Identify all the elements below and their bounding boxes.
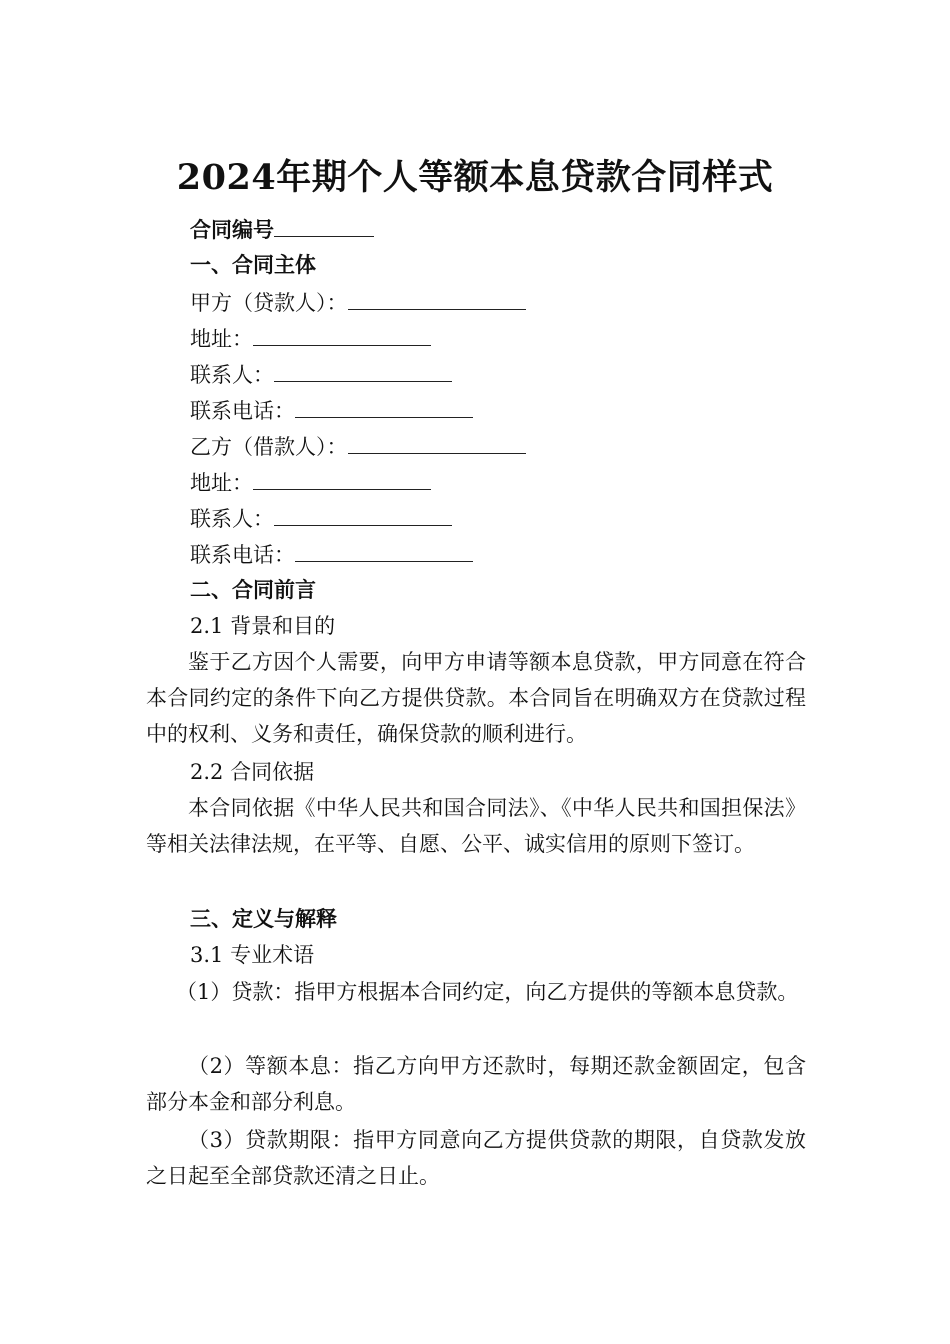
- party-b-phone-label: 联系电话：: [190, 543, 295, 567]
- party-b-contact-label: 联系人：: [190, 507, 274, 531]
- section3-heading: 三、定义与解释: [190, 906, 337, 931]
- party-b-blank: [348, 431, 526, 454]
- party-a-phone-line: [190, 395, 473, 426]
- party-a-line: [190, 287, 526, 318]
- party-b-phone-blank: [295, 539, 473, 562]
- contract-number-label: 合同编号: [190, 217, 274, 242]
- contract-number-blank: [274, 214, 374, 237]
- party-b-contact-blank: [274, 503, 452, 526]
- party-a-label: 甲方（贷款人）：: [190, 291, 348, 315]
- section2-sub1-text: 鉴于乙方因个人需要，向甲方申请等额本息贷款，甲方同意在符合本合同约定的条件下向乙方提供贷款。本合同旨在明确双方在贷款过程中的权利、义务和责任，确保贷款的顺利进行。: [146, 650, 806, 746]
- contract-number-line: [190, 214, 374, 245]
- party-b-address-label: 地址：: [190, 471, 253, 495]
- party-a-phone-label: 联系电话：: [190, 399, 295, 423]
- section2-sub2-title: 2.2 合同依据: [190, 760, 315, 784]
- party-b-address-line: [190, 467, 431, 498]
- party-a-blank: [348, 287, 526, 310]
- party-b-line: [190, 431, 526, 462]
- party-a-address-blank: [253, 323, 431, 346]
- party-a-address-line: [190, 323, 431, 354]
- section1-heading: 一、合同主体: [190, 252, 316, 277]
- party-a-phone-blank: [295, 395, 473, 418]
- definition-item-loan: （1）贷款：指甲方根据本合同约定，向乙方提供的等额本息贷款。: [176, 980, 799, 1004]
- party-a-contact-line: [190, 359, 452, 390]
- party-a-address-label: 地址：: [190, 327, 253, 351]
- section3-sub1-title: 3.1 专业术语: [190, 943, 315, 967]
- party-a-contact-blank: [274, 359, 452, 382]
- definition-item-loan-term: （3）贷款期限：指甲方同意向乙方提供贷款的期限，自贷款发放之日起至全部贷款还清之日止。: [146, 1128, 806, 1188]
- party-b-phone-line: [190, 539, 473, 570]
- section2-sub1-title: 2.1 背景和目的: [190, 614, 336, 638]
- document-title: 2024年期个人等额本息贷款合同样式: [176, 157, 774, 198]
- party-b-label: 乙方（借款人）：: [190, 435, 348, 459]
- party-b-address-blank: [253, 467, 431, 490]
- definition-item-equal-installment: （2）等额本息：指乙方向甲方还款时，每期还款金额固定，包含部分本金和部分利息。: [146, 1054, 806, 1114]
- section2-sub2-text: 本合同依据《中华人民共和国合同法》、《中华人民共和国担保法》等相关法律法规，在平等、自愿、公平、诚实信用的原则下签订。: [146, 796, 806, 856]
- party-b-contact-line: [190, 503, 452, 534]
- party-a-contact-label: 联系人：: [190, 363, 274, 387]
- section2-heading: 二、合同前言: [190, 577, 316, 602]
